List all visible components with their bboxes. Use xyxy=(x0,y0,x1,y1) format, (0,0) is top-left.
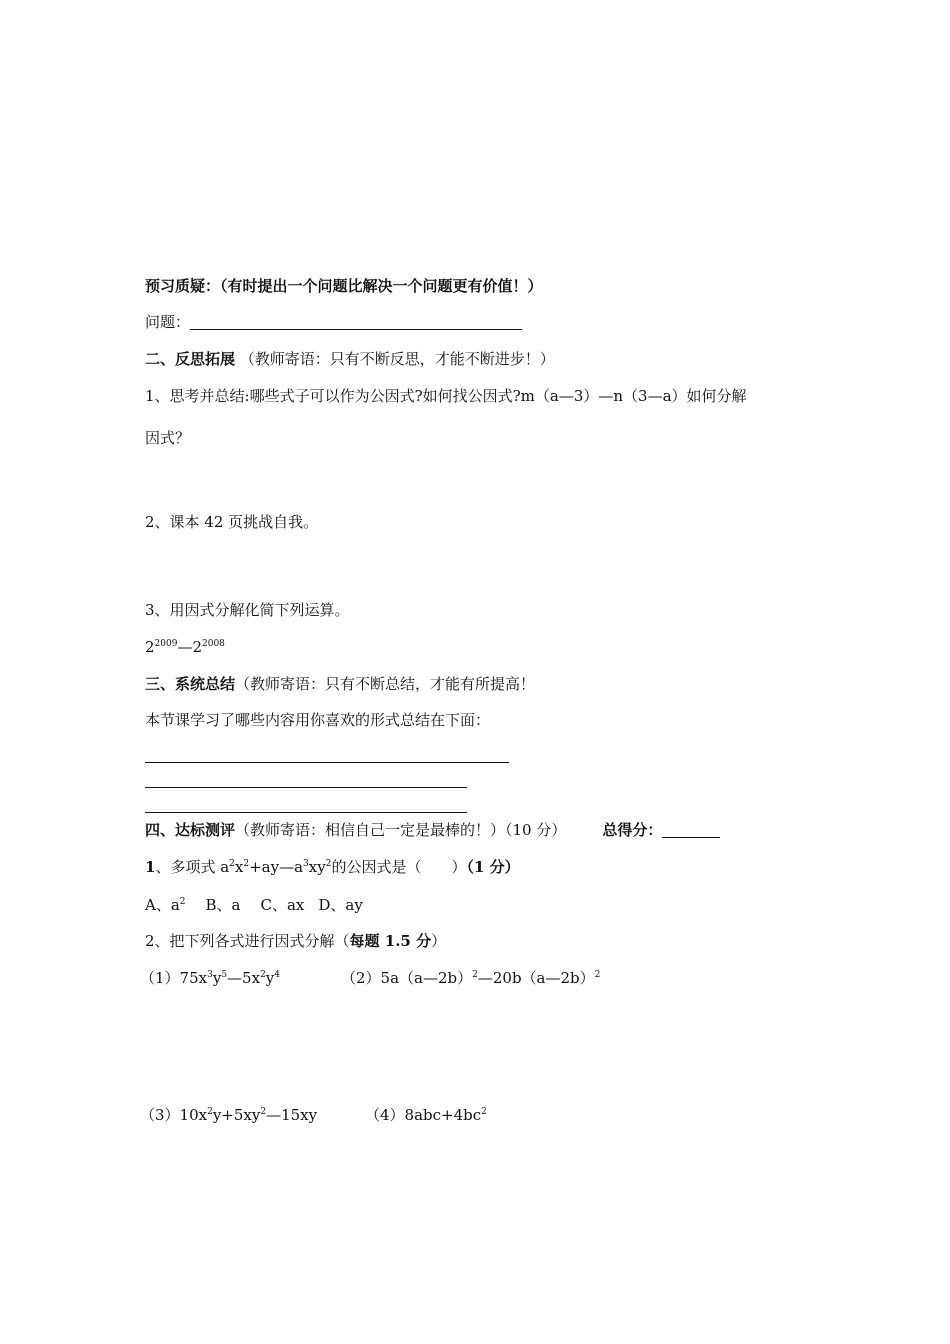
section3-note: （教师寄语：只有不断总结，才能有所提高！ xyxy=(235,675,536,693)
option-c[interactable]: C、ax xyxy=(260,896,305,914)
p1-text-2: y xyxy=(212,969,222,987)
expr-base1: 2 xyxy=(145,638,155,656)
q1-score: （1 分） xyxy=(466,858,520,876)
p4-text-1: （4）8abc+4bc xyxy=(365,1106,482,1124)
section4-heading xyxy=(145,820,720,840)
q1-text-3: +ay—a xyxy=(249,858,304,876)
section3-prompt-text: 本节课学习了哪些内容用你喜欢的形式总结在下面： xyxy=(145,711,491,729)
q1-sup-1: 2 xyxy=(229,859,235,869)
q2-close: ） xyxy=(431,932,447,950)
q2-score: 每题 1.5 分 xyxy=(349,932,432,950)
p3-text-2: y+5xy xyxy=(212,1106,261,1124)
section4-title: 四、达标测评 xyxy=(145,821,236,839)
p4-sup-1: 2 xyxy=(481,1107,487,1117)
p2-text-1: （2）5a（a—2b） xyxy=(341,969,473,987)
q2-text: 2、把下列各式进行因式分解（ xyxy=(145,932,350,950)
option-d[interactable]: D、ay xyxy=(318,896,363,914)
expr-base2: 2 xyxy=(192,638,202,656)
section3-title: 三、系统总结 xyxy=(145,675,236,693)
q1-text-5: 的公因式是（ ） xyxy=(331,858,467,876)
section3-prompt xyxy=(145,710,490,730)
p3-sup-2: 2 xyxy=(260,1107,267,1117)
q1-text-4: xy xyxy=(308,858,326,876)
p2-sup-2: 2 xyxy=(594,970,601,980)
p1-sup-4: 4 xyxy=(274,970,281,980)
option-a-sup: 2 xyxy=(179,897,186,907)
p2-sup-1: 2 xyxy=(472,970,478,980)
summary-line-3[interactable] xyxy=(145,812,467,813)
p1-sup-2: 5 xyxy=(221,970,228,980)
p1-text-4: y xyxy=(265,969,275,987)
section4-note: （教师寄语：相信自己一定是最棒的！）（10 分） xyxy=(235,821,567,839)
section2-note: （教师寄语：只有不断反思，才能不断进步！） xyxy=(239,350,555,368)
question-label: 问题： xyxy=(145,313,191,331)
expr-minus: — xyxy=(177,638,193,656)
q1-number: 1 xyxy=(145,858,156,876)
q1-options xyxy=(145,895,363,915)
option-b[interactable]: B、a xyxy=(205,896,241,914)
section2-item3 xyxy=(145,600,350,620)
expr-exp1: 2009 xyxy=(154,639,178,649)
p3-text-1: （3）10x xyxy=(140,1106,208,1124)
problem-3 xyxy=(140,1105,317,1125)
q1-text-2: x xyxy=(234,858,244,876)
q1-text-1: 、多项式 a xyxy=(155,858,230,876)
section3-heading xyxy=(145,674,535,694)
section2-item1 xyxy=(145,386,747,406)
section2-heading xyxy=(145,349,555,369)
section2-item2-text: 2、课本 42 页挑战自我。 xyxy=(145,513,319,531)
p3-sup-1: 2 xyxy=(207,1107,213,1117)
section2-item3-text: 3、用因式分解化简下列运算。 xyxy=(145,601,350,619)
test-question-2 xyxy=(145,931,446,951)
power-expression xyxy=(145,637,225,657)
section2-item1-cont xyxy=(145,428,190,448)
section2-item2 xyxy=(145,512,318,532)
question-answer-blank[interactable] xyxy=(190,329,522,330)
q1-sup-4: 2 xyxy=(325,859,332,869)
section2-title: 二、反思拓展 xyxy=(145,350,236,368)
preview-heading xyxy=(145,276,543,296)
p1-sup-3: 2 xyxy=(260,970,266,980)
q1-sup-2: 2 xyxy=(243,859,250,869)
total-score-label: 总得分： xyxy=(602,821,663,839)
q1-sup-3: 3 xyxy=(303,859,309,869)
problem-1 xyxy=(140,968,280,988)
summary-line-1[interactable] xyxy=(145,762,509,763)
problem-2 xyxy=(341,968,600,988)
test-question-1 xyxy=(145,857,520,877)
option-a-text: A、a xyxy=(145,896,180,914)
section2-item1-cont-text: 因式？ xyxy=(145,429,191,447)
summary-line-2[interactable] xyxy=(145,787,467,788)
preview-heading-text: 预习质疑：（有时提出一个问题比解决一个问题更有价值！） xyxy=(145,277,543,295)
section2-item1-text: 1、思考并总结:哪些式子可以作为公因式?如何找公因式?m（a—3）—n（3—a）如何分解 xyxy=(145,387,747,405)
expr-exp2: 2008 xyxy=(202,639,225,649)
question-line xyxy=(145,312,522,332)
total-score-blank[interactable] xyxy=(662,837,720,838)
p3-text-3: —15xy xyxy=(266,1106,318,1124)
p2-text-2: —20b（a—2b） xyxy=(477,969,595,987)
p1-text-3: —5x xyxy=(227,969,261,987)
problem-4 xyxy=(365,1105,487,1125)
p1-text-1: （1）75x xyxy=(140,969,208,987)
option-a[interactable] xyxy=(145,896,186,914)
p1-sup-1: 3 xyxy=(207,970,213,980)
